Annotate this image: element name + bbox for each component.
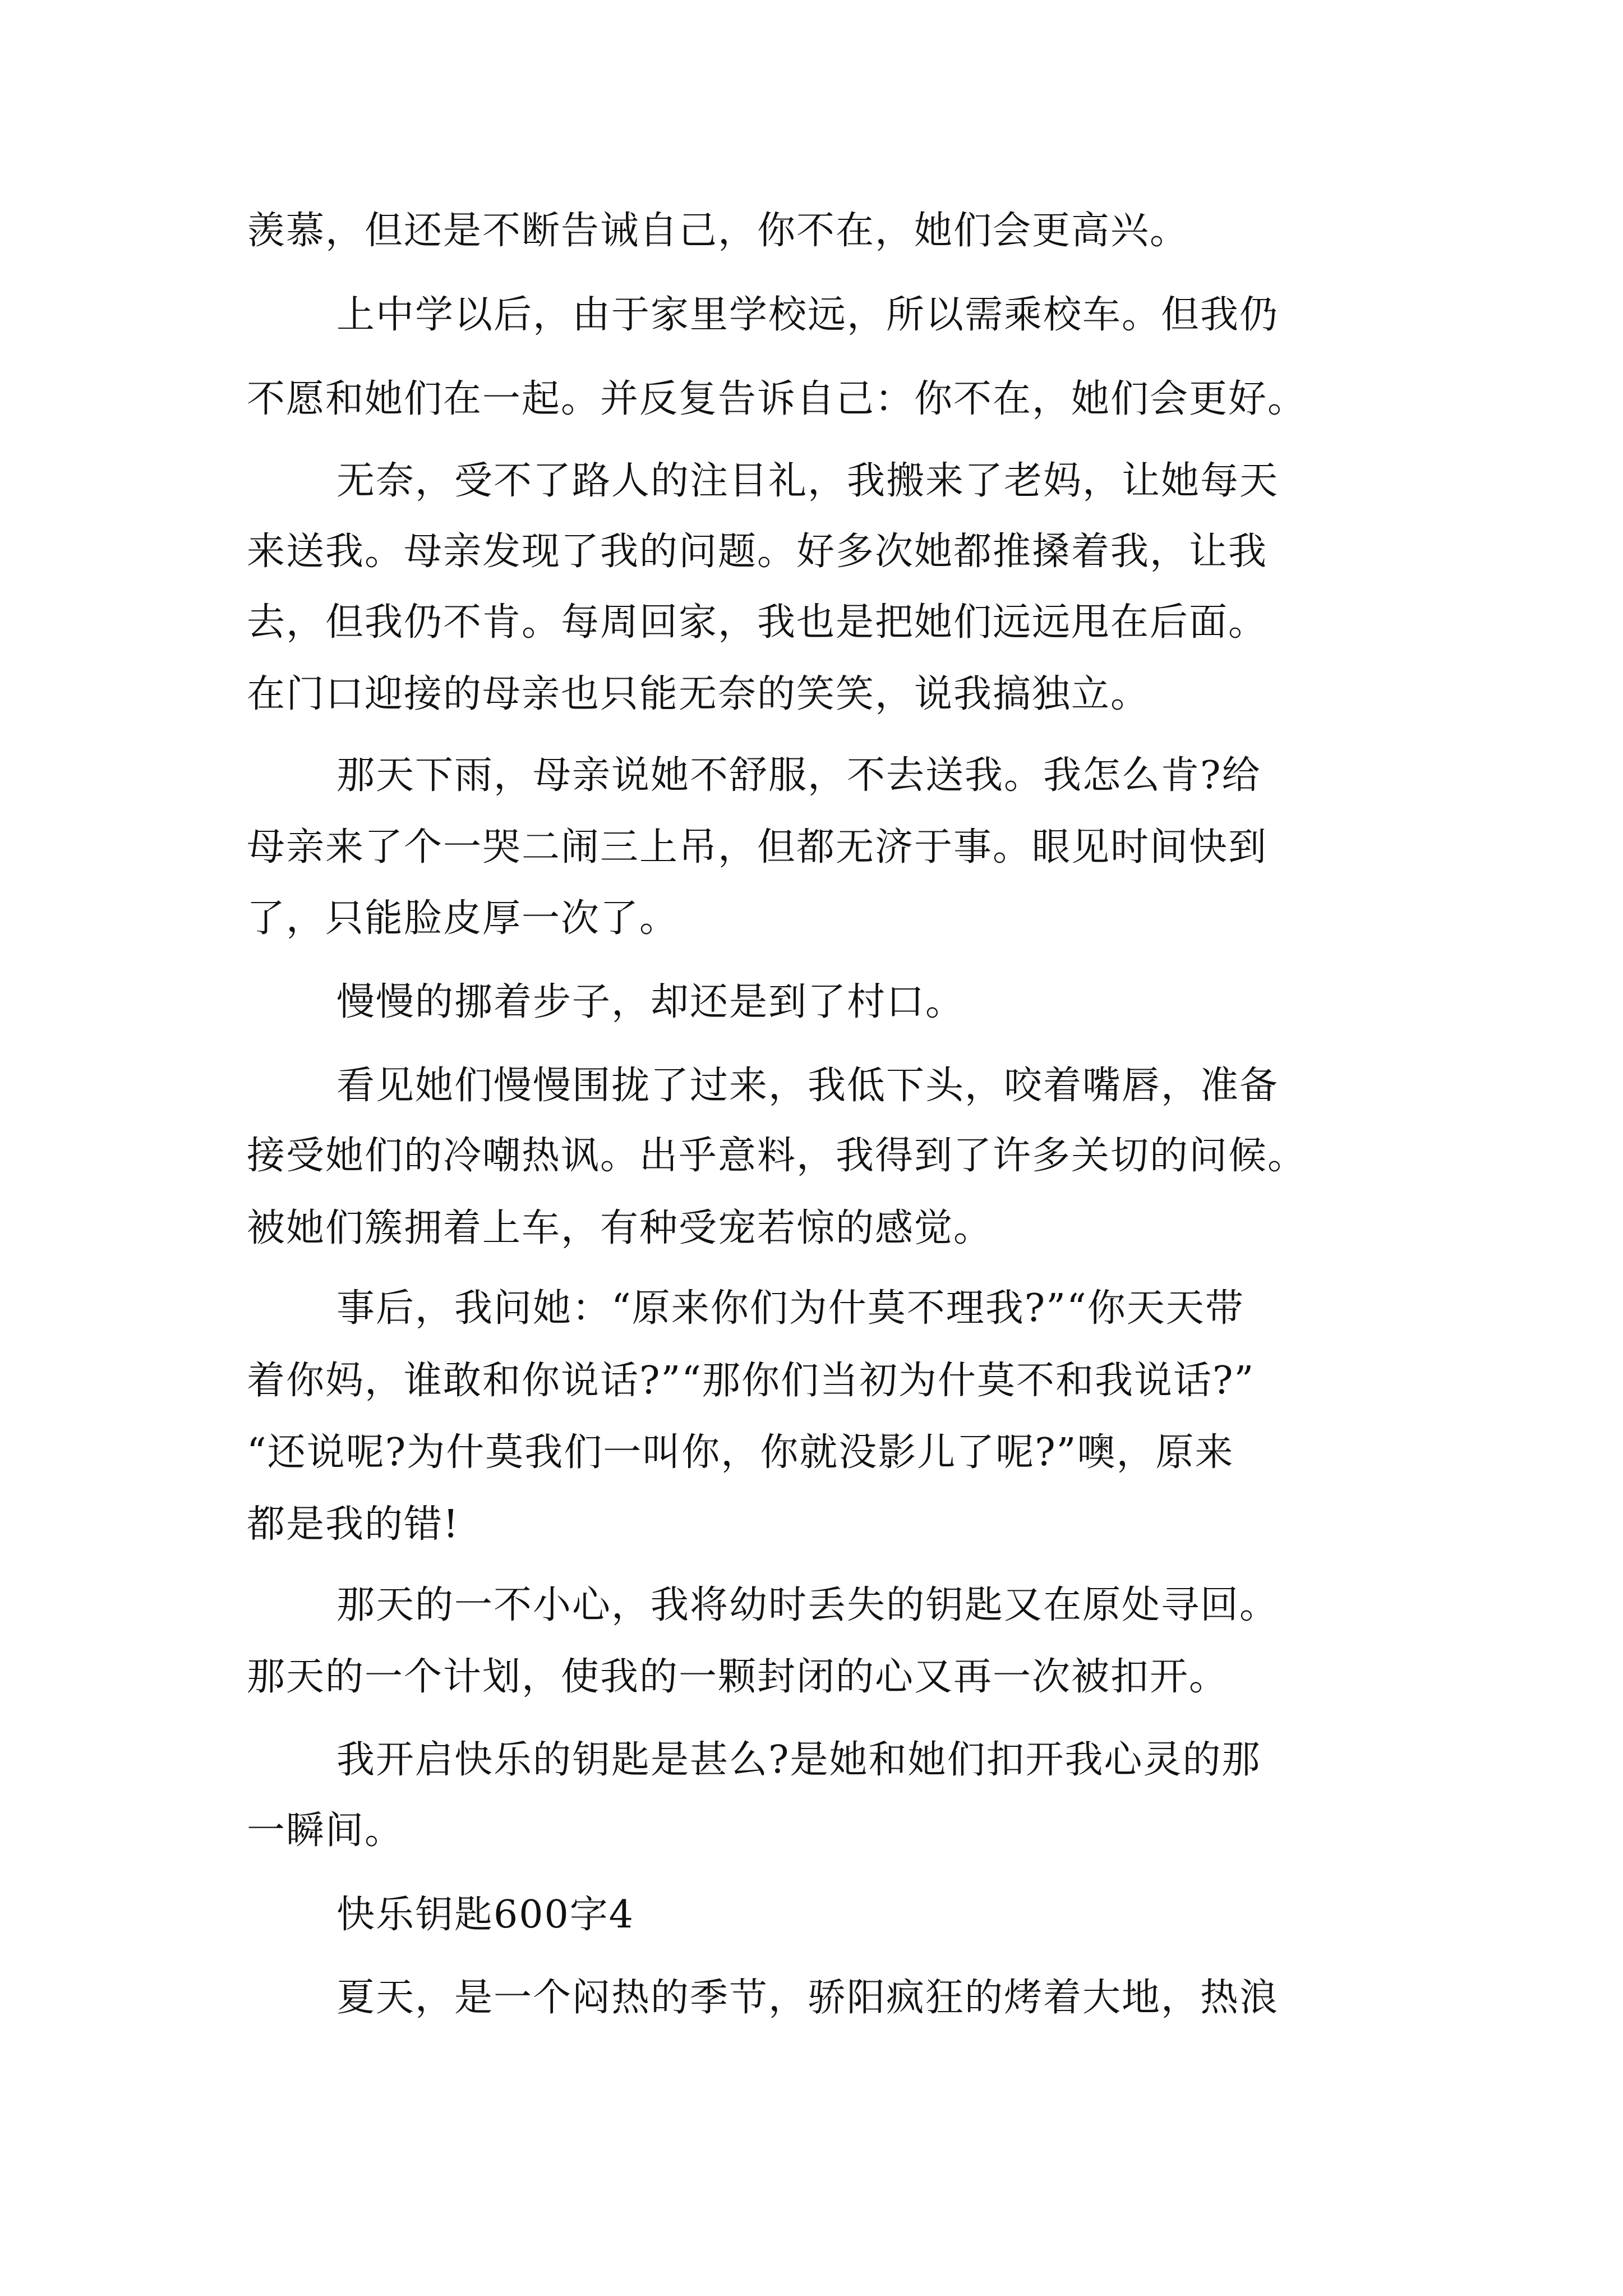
paragraph-first-line: 那天下雨，母亲说她不舒服，不去送我。我怎么肯?给: [336, 753, 1261, 798]
paragraph-first-line: 夏天，是一个闷热的季节，骄阳疯狂的烤着大地，热浪: [336, 1976, 1279, 2020]
paragraph-first-line: 慢慢的挪着步子，却还是到了村口。: [336, 980, 965, 1024]
text-line: 去，但我仍不肯。每周回家，我也是把她们远远甩在后面。: [247, 600, 1268, 645]
text-line: 在门口迎接的母亲也只能无奈的笑笑，说我搞独立。: [247, 672, 1150, 716]
text-line: 都是我的错!: [247, 1502, 460, 1547]
text-line: 来送我。母亲发现了我的问题。好多次她都推搡着我，让我: [247, 530, 1268, 574]
text-line: 了，只能脸皮厚一次了。: [247, 896, 679, 941]
paragraph-first-line: 看见她们慢慢围拢了过来，我低下头，咬着嘴唇，准备: [336, 1064, 1279, 1108]
text-line: 被她们簇拥着上车，有种受宠若惊的感觉。: [247, 1206, 993, 1250]
paragraph-first-line: 无奈，受不了路人的注目礼，我搬来了老妈，让她每天: [336, 459, 1279, 503]
paragraph-first-line: 我开启快乐的钥匙是甚么?是她和她们扣开我心灵的那: [336, 1738, 1261, 1782]
text-line: 着你妈，谁敢和你说话?”“那你们当初为什莫不和我说话?”: [247, 1359, 1255, 1403]
paragraph-first-line: 上中学以后，由于家里学校远，所以需乘校车。但我仍: [336, 293, 1279, 337]
text-line: 那天的一个计划，使我的一颗封闭的心又再一次被扣开。: [247, 1655, 1229, 1699]
text-line: 羡慕，但还是不断告诫自己，你不在，她们会更高兴。: [247, 209, 1189, 253]
text-line: 不愿和她们在一起。并反复告诉自己：你不在，她们会更好。: [247, 377, 1307, 421]
text-line: “还说呢?为什莫我们一叫你，你就没影儿了呢?”噢，原来: [247, 1430, 1234, 1475]
text-line: 母亲来了个一哭二闹三上吊，但都无济于事。眼见时间快到: [247, 825, 1268, 869]
paragraph-first-line: 事后，我问她：“原来你们为什莫不理我?”“你天天带: [336, 1286, 1244, 1331]
paragraph-first-line: 那天的一不小心，我将幼时丢失的钥匙又在原处寻回。: [336, 1583, 1279, 1627]
text-line: 接受她们的冷嘲热讽。出乎意料，我得到了许多关切的问候。: [247, 1134, 1307, 1178]
section-heading: 快乐钥匙600字4: [336, 1893, 635, 1937]
text-line: 一瞬间。: [247, 1809, 404, 1853]
